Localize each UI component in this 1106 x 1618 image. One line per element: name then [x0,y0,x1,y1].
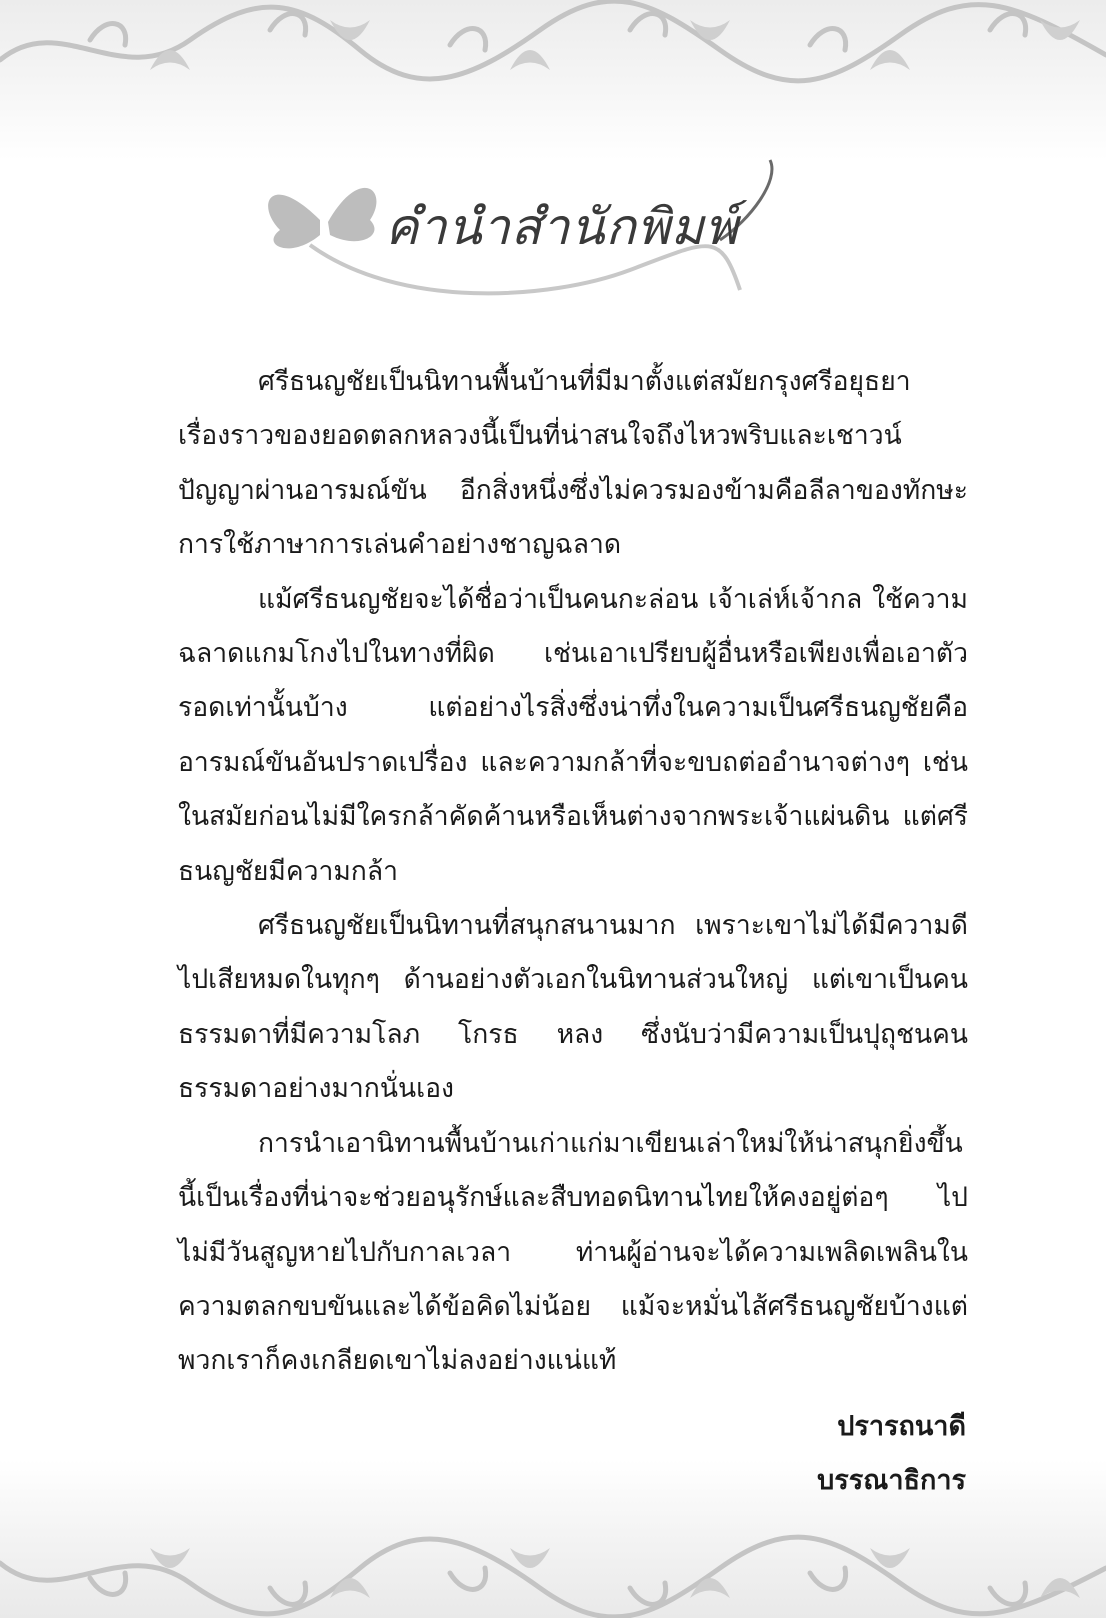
page-title: คำนำสำนักพิมพ์ [385,198,739,256]
signature-closing: ปรารถนาดี [837,1411,966,1442]
signature-block [817,1400,966,1508]
paragraph: ศรีธนญชัยเป็นนิทานพื้นบ้านที่มีมาตั้งแต่สมัยกรุงศรีอยุธยา เรื่องราวของยอดตลกหลวงนี้เป็นที่น่าสนใจถึงไหวพริบและเชาวน์ปัญญาผ่านอารมณ์ขัน อีกสิ่งหนึ่งซึ่งไม่ควรมองข้ามคือลีลาของทักษะการใช้ภาษาการเล่นคำอย่างชาญฉลาด [178,366,968,561]
paragraph: แม้ศรีธนญชัยจะได้ชื่อว่าเป็นคนกะล่อน เจ้าเล่ห์เจ้ากล ใช้ความฉลาดแกมโกงไปในทางที่ผิด เช่นเอาเปรียบผู้อื่นหรือเพียงเพื่อเอาตัวรอดเท่านั้นบ้าง แต่อย่างไรสิ่งซึ่งน่าทึ่งในความเป็นศรีธนญชัยคืออารมณ์ขันอันปราดเปรื่อง และความกล้าที่จะขบถต่ออำนาจต่างๆ เช่น ในสมัยก่อนไม่มีใครกล้าคัดค้านหรือเห็นต่างจากพระเจ้าแผ่นดิน แต่ศรีธนญชัยมีความกล้า [178,583,968,887]
paragraph: การนำเอานิทานพื้นบ้านเก่าแก่มาเขียนเล่าใหม่ให้น่าสนุกยิ่งขึ้นนี้เป็นเรื่องที่น่าจะช่วยอนุรักษ์และสืบทอดนิทานไทยให้คงอยู่ต่อๆ ไปไม่มีวันสูญหายไปกับกาลเวลา ท่านผู้อ่านจะได้ความเพลิดเพลินในความตลกขบขันและได้ข้อคิดไม่น้อย แม้จะหมั่นไส้ศรีธนญชัยบ้างแต่พวกเราก็คงเกลียดเขาไม่ลงอย่างแน่แท้ [178,1127,968,1377]
bottom-floral-border [0,1528,1106,1618]
paragraph: ศรีธนญชัยเป็นนิทานที่สนุกสนานมาก เพราะเขาไม่ได้มีความดีไปเสียหมดในทุกๆ ด้านอย่างตัวเอกในนิทานส่วนใหญ่ แต่เขาเป็นคนธรรมดาที่มีความโลภ โกรธ หลง ซึ่งนับว่ามีความเป็นปุถุชนคนธรรมดาอย่างมากนั่นเอง [178,910,968,1105]
preface-body [178,355,968,1389]
butterfly-icon [268,188,376,249]
signature-role: บรรณาธิการ [817,1465,966,1496]
title-block [250,150,790,320]
top-floral-border [0,0,1106,90]
